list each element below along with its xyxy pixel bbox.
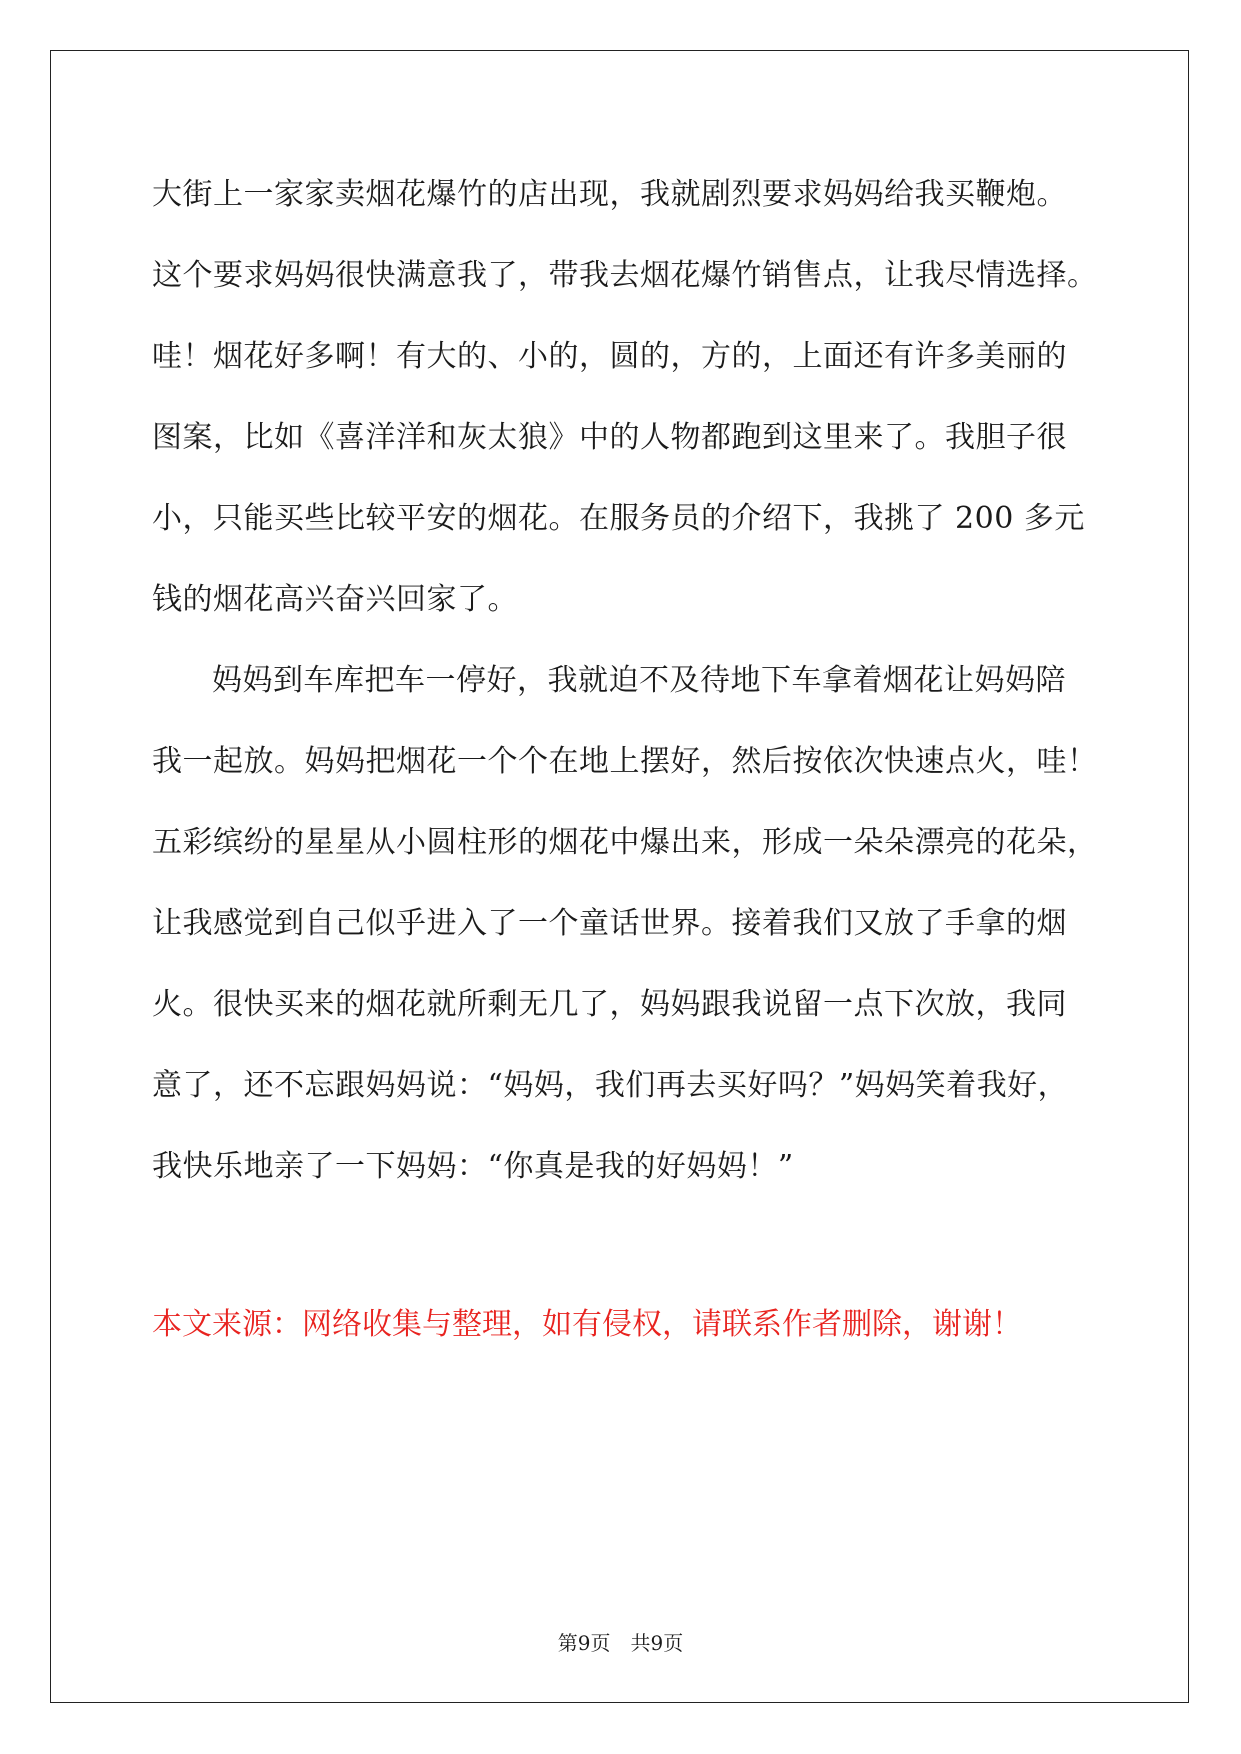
text-line: 我快乐地亲了一下妈妈：“你真是我的好妈妈！” [152,1149,794,1184]
text-line: 这个要求妈妈很快满意我了，带我去烟花爆竹销售点，让我尽情选择。 [152,258,1098,293]
text-line: 图案，比如《喜洋洋和灰太狼》中的人物都跑到这里来了。我胆子很 [152,420,1067,455]
page-number-current: 第9页 [557,1631,611,1655]
text-line: 钱的烟花高兴奋兴回家了。 [152,582,518,617]
text-line: 小，只能买些比较平安的烟花。在服务员的介绍下，我挑了 200 多元 [152,501,1085,536]
page-number-total: 共9页 [630,1631,684,1655]
article-body [152,165,1102,1218]
text-line: 让我感觉到自己似乎进入了一个童话世界。接着我们又放了手拿的烟 [152,906,1067,941]
text-line: 我一起放。妈妈把烟花一个个在地上摆好，然后按依次快速点火，哇！ [152,744,1098,779]
text-line: 哇！烟花好多啊！有大的、小的，圆的，方的，上面还有许多美丽的 [152,339,1067,374]
text-line: 五彩缤纷的星星从小圆柱形的烟花中爆出来，形成一朵朵漂亮的花朵， [152,825,1098,860]
text-line: 意了，还不忘跟妈妈说：“妈妈，我们再去买好吗？”妈妈笑着我好， [152,1068,1069,1103]
text-line-paragraph-start: 妈妈到车库把车一停好，我就迫不及待地下车拿着烟花让妈妈陪 [212,663,1066,698]
page-footer [0,1628,1241,1658]
text-line: 火。很快买来的烟花就所剩无几了，妈妈跟我说留一点下次放，我同 [152,987,1067,1022]
text-line: 大街上一家家卖烟花爆竹的店出现，我就剧烈要求妈妈给我买鞭炮。 [152,177,1067,212]
source-note: 本文来源：网络收集与整理，如有侵权，请联系作者删除，谢谢！ [152,1307,1022,1342]
